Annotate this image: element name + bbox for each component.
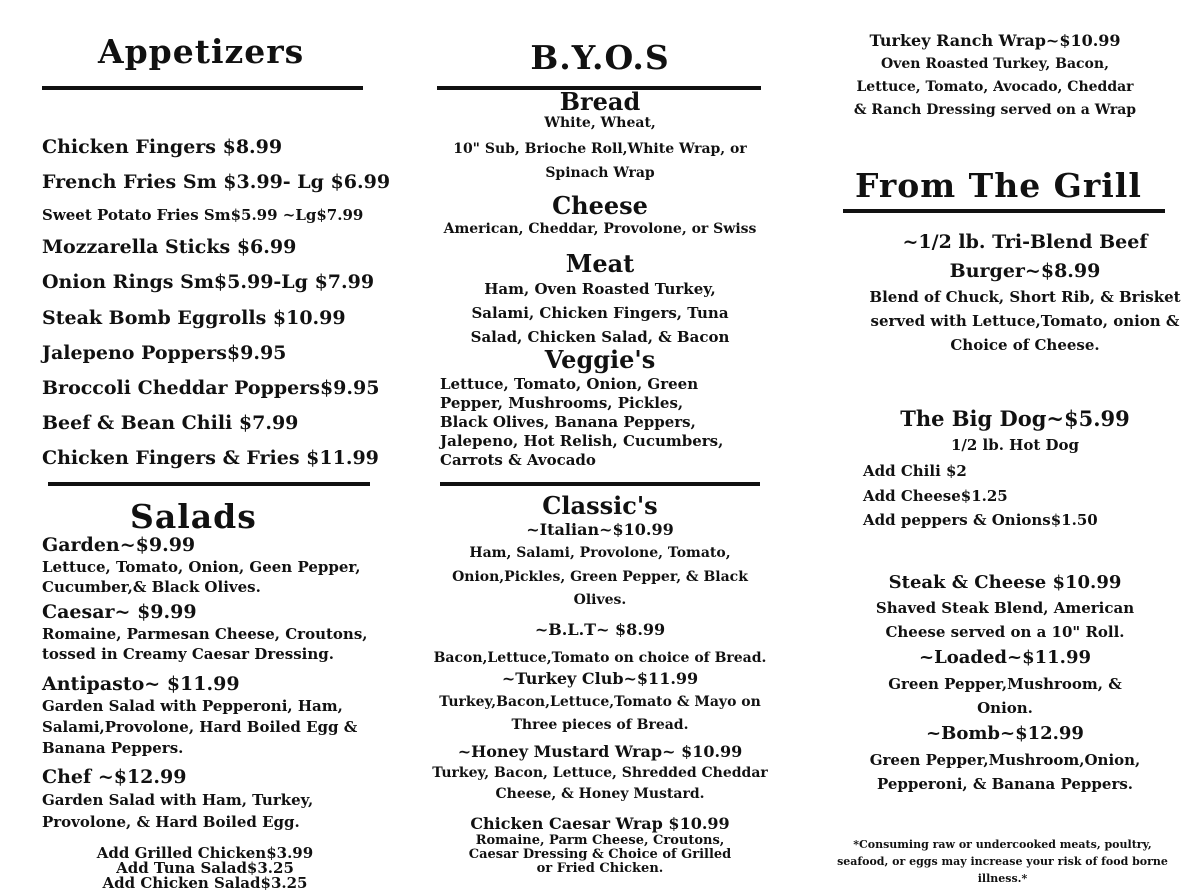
item-desc: Cheese served on a 10" Roll. [885,623,1125,641]
classic-desc: Three pieces of Bread. [511,717,689,733]
section-title: Veggie's [544,345,656,374]
section-line: American, Cheddar, Provolone, or Swiss [443,221,757,237]
classic-name: Chicken Caesar Wrap $10.99 [470,814,730,833]
section-title: Bread [559,87,641,116]
classic-desc: Olives. [573,592,627,608]
salad-desc: Garden Salad with Ham, Turkey, [42,791,314,809]
classic-desc: Bacon,Lettuce,Tomato on choice of Bread. [433,650,767,666]
section-line: White, Wheat, [544,115,656,131]
salad-desc: Cucumber,& Black Olives. [42,578,261,596]
menu-item: Mozzarella Sticks $6.99 [42,236,297,258]
chicken-caesar-section [430,814,770,876]
item-name: ~Bomb~$12.99 [926,723,1084,744]
menu-item: French Fries Sm $3.99- Lg $6.99 [42,171,391,193]
section-title: Meat [565,249,635,278]
addon-line: Add Tuna Salad$3.25 [116,859,294,877]
right-column [820,0,1200,893]
classic-desc: Ham, Salami, Provolone, Tomato, [469,545,731,561]
classic-desc: Onion,Pickles, Green Pepper, & Black [452,569,748,585]
item-name: The Big Dog~$5.99 [900,406,1130,431]
big-dog-addons [863,459,1183,533]
section-line: Jalepeno, Hot Relish, Cucumbers, [440,432,724,450]
section-line: Salad, Chicken Salad, & Bacon [470,328,730,346]
disclaimer [810,836,1195,887]
item-desc: Blend of Chuck, Short Rib, & Brisket [869,288,1181,306]
classic-desc: Turkey, Bacon, Lettuce, Shredded Cheddar [432,765,768,781]
item-name: ~Loaded~$11.99 [918,647,1091,668]
item-desc: Choice of Cheese. [950,336,1100,354]
section-line: Salami, Chicken Fingers, Tuna [471,304,729,322]
item-desc: Lettuce, Tomato, Avocado, Cheddar [856,79,1134,95]
salad-desc: Provolone, & Hard Boiled Egg. [42,813,300,831]
classic-name: ~Italian~$10.99 [526,520,674,539]
section-line: Spinach Wrap [545,165,655,181]
menu-item: Jalepeno Poppers$9.95 [42,342,287,364]
classic-name: ~B.L.T~ $8.99 [534,620,666,639]
item-desc: Onion. [977,699,1033,717]
middle-column [430,0,770,893]
section-line: Carrots & Avocado [440,451,596,469]
menu-item: Onion Rings Sm$5.99-Lg $7.99 [42,271,375,293]
salad-desc: Salami,Provolone, Hard Boiled Egg & [42,718,358,736]
item-desc: Green Pepper,Mushroom, & [888,675,1122,693]
item-name: Burger~$8.99 [949,260,1101,282]
salad-name: Chef ~$12.99 [42,766,187,788]
addon-line: Add Chili $2 [863,462,967,480]
big-dog-section [840,404,1190,456]
bread-section [430,89,770,185]
classic-desc: or Fried Chicken. [536,861,664,876]
salad-desc: Banana Peppers. [42,739,184,757]
item-subtitle: 1/2 lb. Hot Dog [950,436,1080,454]
salad-antipasto [42,672,402,759]
salad-garden [42,533,402,597]
menu-item: Sweet Potato Fries Sm$5.99 ~Lg$7.99 [42,206,364,224]
divider [843,209,1165,213]
classic-desc: Turkey,Bacon,Lettuce,Tomato & Mayo on [439,694,761,710]
item-name: Turkey Ranch Wrap~$10.99 [869,31,1121,50]
classic-name: ~Honey Mustard Wrap~ $10.99 [457,742,743,761]
section-line: Black Olives, Banana Peppers, [440,413,696,431]
item-desc: Green Pepper,Mushroom,Onion, [869,751,1141,769]
salad-desc: Lettuce, Tomato, Onion, Geen Pepper, [42,558,361,576]
menu-item: Broccoli Cheddar Poppers$9.95 [42,377,380,399]
classics-section [430,493,770,611]
veggies-section [440,347,770,470]
item-name: Steak & Cheese $10.99 [888,572,1122,593]
section-line: 10" Sub, Brioche Roll,White Wrap, or [453,141,747,157]
menu-item: Chicken Fingers & Fries $11.99 [42,447,379,469]
section-title: Classic's [542,491,658,520]
appetizers-heading: Appetizers [98,32,305,71]
divider [440,482,760,486]
divider [48,482,370,486]
item-desc: & Ranch Dressing served on a Wrap [853,102,1137,118]
left-column [0,0,410,893]
item-name: ~1/2 lb. Tri-Blend Beef [902,231,1148,253]
salad-desc: tossed in Creamy Caesar Dressing. [42,645,334,663]
salads-heading: Salads [130,497,257,536]
item-desc: served with Lettuce,Tomato, onion & [870,312,1180,330]
addon-line: Add Grilled Chicken$3.99 [96,844,314,862]
salad-caesar [42,600,402,664]
grill-heading: From The Grill [855,166,1142,205]
disclaimer-line: illness.* [977,872,1028,885]
honey-mustard-section [430,741,770,805]
byos-heading: B.Y.O.S [530,38,670,77]
blt-section [430,619,770,669]
steak-cheese-section [820,570,1190,796]
disclaimer-line: *Consuming raw or undercooked meats, poultry, [853,838,1152,851]
classic-desc: Cheese, & Honey Mustard. [495,786,705,802]
turkey-ranch-wrap [820,29,1170,122]
disclaimer-line: seafood, or eggs may increase your risk of food borne [837,855,1168,868]
salad-addons [10,846,400,891]
cheese-section [430,193,770,239]
classic-desc: Romaine, Parm Cheese, Croutons, [475,833,725,848]
section-title: Cheese [552,191,648,220]
classic-name: ~Turkey Club~$11.99 [501,669,699,688]
menu-item: Beef & Bean Chili $7.99 [42,412,299,434]
divider [42,86,363,90]
item-desc: Oven Roasted Turkey, Bacon, [881,56,1109,72]
addon-line: Add Cheese$1.25 [863,486,1008,505]
menu-item: Chicken Fingers $8.99 [42,136,283,158]
section-line: Lettuce, Tomato, Onion, Green [440,375,699,393]
addon-line: Add peppers & Onions$1.50 [863,511,1098,529]
turkey-club-section [430,668,770,736]
salad-desc: Romaine, Parmesan Cheese, Croutons, [42,625,368,643]
salad-desc: Garden Salad with Pepperoni, Ham, [42,697,343,715]
classic-desc: Caesar Dressing & Choice of Grilled [468,847,732,862]
burger-section [850,227,1200,357]
salad-name: Garden~$9.99 [42,534,196,556]
salad-name: Caesar~ $9.99 [42,601,197,623]
item-desc: Shaved Steak Blend, American [875,599,1135,617]
menu-item: Steak Bomb Eggrolls $10.99 [42,307,346,329]
addon-line: Add Chicken Salad$3.25 [102,874,308,892]
item-desc: Pepperoni, & Banana Peppers. [876,775,1134,793]
meat-section [430,251,770,349]
salad-name: Antipasto~ $11.99 [42,673,240,695]
section-line: Pepper, Mushrooms, Pickles, [440,394,684,412]
salad-chef [42,765,402,833]
section-line: Ham, Oven Roasted Turkey, [484,280,716,298]
